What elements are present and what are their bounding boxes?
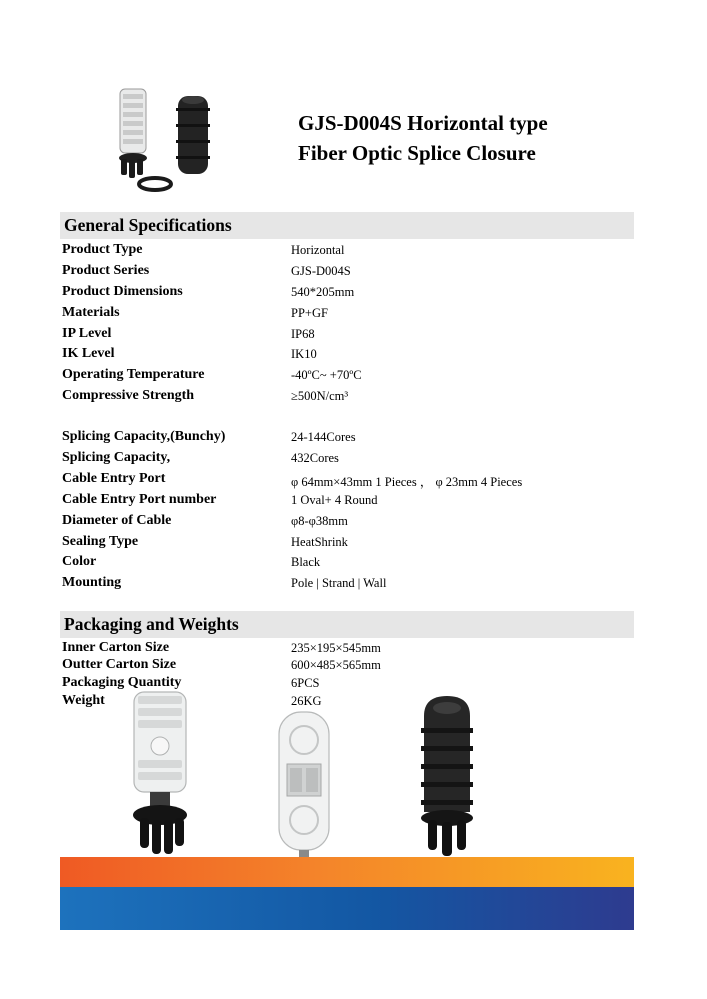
spec-row xyxy=(62,388,622,408)
packaging-value: 235×195×545mm xyxy=(291,641,381,655)
spec-label: Mounting xyxy=(62,575,122,590)
document-title xyxy=(298,108,548,168)
spec-row xyxy=(62,305,622,325)
spec-value: HeatShrink xyxy=(291,535,348,549)
packaging-label: Weight xyxy=(62,693,105,708)
product-photo-header xyxy=(108,86,224,196)
spec-label: Compressive Strength xyxy=(62,388,195,403)
spec-row xyxy=(62,242,622,262)
spec-label: Color xyxy=(62,554,97,569)
spec-value: GJS-D004S xyxy=(291,264,351,278)
spec-value: 540*205mm xyxy=(291,285,355,299)
spec-row xyxy=(62,263,622,283)
spec-label: Product Type xyxy=(62,242,143,257)
packaging-label: Outter Carton Size xyxy=(62,657,177,672)
spec-label: Materials xyxy=(62,305,120,320)
spec-value: -40ºC~ +70ºC xyxy=(291,368,362,382)
spec-row xyxy=(62,346,622,366)
spec-label: Splicing Capacity, xyxy=(62,450,171,465)
spec-value: Pole | Strand | Wall xyxy=(291,576,387,590)
product-photo-black-dome xyxy=(418,694,476,856)
spec-value: IK10 xyxy=(291,347,317,361)
spec-value: ≥500N/cm³ xyxy=(291,389,349,403)
spec-label: Cable Entry Port xyxy=(62,471,166,486)
packaging-label: Packaging Quantity xyxy=(62,675,182,690)
footer-orange-band xyxy=(60,857,634,887)
spec-row xyxy=(62,513,622,533)
packaging-label: Inner Carton Size xyxy=(62,640,170,655)
title-line-1: GJS-D004S Horizontal type xyxy=(298,111,548,135)
spec-row xyxy=(62,429,622,449)
spec-value: φ8-φ38mm xyxy=(291,514,348,528)
spec-label: Operating Temperature xyxy=(62,367,205,382)
spec-value: IP68 xyxy=(291,327,315,341)
spec-label: Product Dimensions xyxy=(62,284,183,299)
spec-value: 432Cores xyxy=(291,451,339,465)
spec-row xyxy=(62,450,622,470)
spec-value: PP+GF xyxy=(291,306,328,320)
spec-row xyxy=(62,326,622,346)
spec-label: Product Series xyxy=(62,263,150,278)
spec-row xyxy=(62,492,622,512)
spec-row xyxy=(62,284,622,304)
spec-label: IP Level xyxy=(62,326,112,341)
spec-row xyxy=(62,575,622,595)
product-photo-open-closure xyxy=(128,690,192,858)
product-photo-splice-tray xyxy=(275,710,333,858)
spec-label: Cable Entry Port number xyxy=(62,492,217,507)
title-line-2: Fiber Optic Splice Closure xyxy=(298,141,536,165)
spec-value: 24-144Cores xyxy=(291,430,356,444)
packaging-value: 26KG xyxy=(291,694,322,708)
spec-row xyxy=(62,554,622,574)
packaging-row xyxy=(62,657,622,677)
spec-value: Horizontal xyxy=(291,243,345,257)
spec-row xyxy=(62,471,622,491)
spec-value: Black xyxy=(291,555,321,569)
spec-value: φ 64mm×43mm 1 Pieces ， φ 23mm 4 Pieces xyxy=(291,475,523,489)
spec-label: Diameter of Cable xyxy=(62,513,172,528)
section-heading: General Specifications xyxy=(64,215,232,235)
packaging-value: 6PCS xyxy=(291,676,320,690)
footer-blue-band xyxy=(60,887,634,930)
spec-label: Sealing Type xyxy=(62,534,139,549)
spec-value: 1 Oval+ 4 Round xyxy=(291,493,378,507)
general-specifications-header xyxy=(60,212,634,239)
packaging-value: 600×485×565mm xyxy=(291,658,381,672)
packaging-weights-header xyxy=(60,611,634,638)
spec-row xyxy=(62,367,622,387)
spec-label: Splicing Capacity,(Bunchy) xyxy=(62,429,226,444)
section-heading: Packaging and Weights xyxy=(64,614,239,634)
spec-row xyxy=(62,534,622,554)
spec-label: IK Level xyxy=(62,346,115,361)
